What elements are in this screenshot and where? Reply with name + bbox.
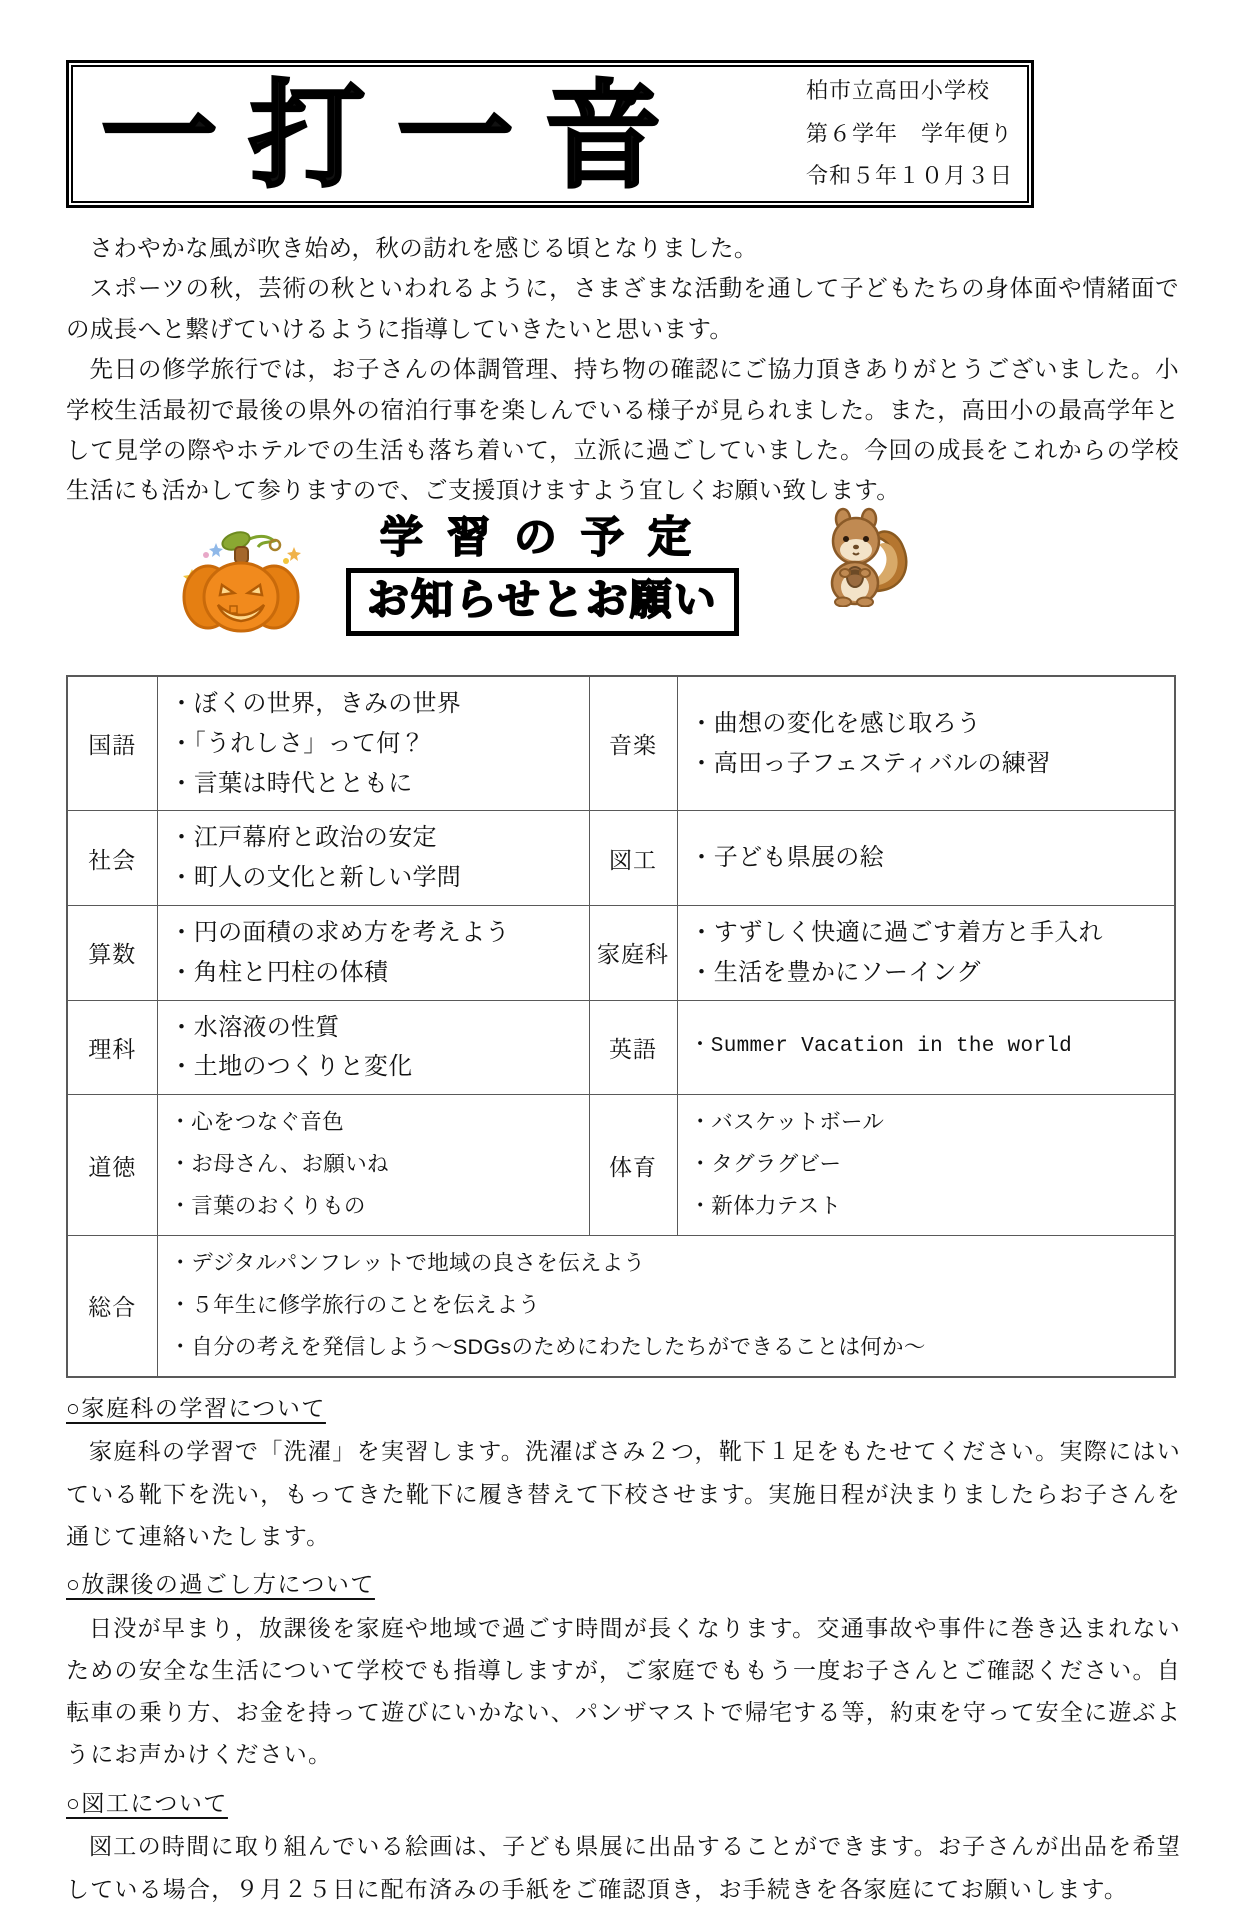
items-cell (677, 1000, 1175, 1095)
section-body: 日没が早まり，放課後を家庭や地域で過ごす時間が長くなります。交通事故や事件に巻き込まれないための安全な生活について学校でも指導しますが，ご家庭でももう一度お子さんとご確認ください。自転車の乗り方、お金を持って遊びにいかない、パンザマストで帰宅する等，約束を守って安全に遊ぶようにお声かけください。 (66, 1615, 1181, 1768)
schedule-item: ・５年生に修学旅行のことを伝えよう (169, 1292, 541, 1317)
schedule-item: ・ぼくの世界，きみの世界 (169, 689, 462, 717)
header-info (806, 70, 1013, 199)
schedule-item: ・心をつなぐ音色 (169, 1110, 344, 1135)
section-body: 図工の時間に取り組んでいる絵画は、子ども県展に出品することができます。お子さんが出品を希望している場合，９月２５日に配布済みの手紙をご確認頂き，お手続きを各家庭にてお願いします。 (66, 1834, 1181, 1902)
newsletter-header-inner (71, 65, 1029, 203)
items-cell (157, 1236, 1175, 1377)
items-cell (157, 1095, 589, 1236)
pumpkin-illustration (178, 527, 304, 638)
section-hokago (66, 1564, 1181, 1777)
section-heading: ○放課後の過ごし方について (66, 1572, 375, 1598)
items-cell (157, 905, 589, 1000)
subject-cell: 総合 (67, 1236, 157, 1377)
section-heading: ○図工について (66, 1790, 228, 1816)
schedule-table (66, 675, 1176, 1378)
items-cell (157, 811, 589, 906)
grade-line: 第６学年 学年便り (805, 120, 1013, 146)
items-cell (157, 1000, 589, 1095)
schedule-item: ・円の面積の求め方を考えよう (169, 918, 510, 946)
items-cell (677, 811, 1175, 906)
table-row-rika-eigo (67, 1000, 1175, 1095)
table-row-sansu-kateika (67, 905, 1175, 1000)
schedule-item: ・町人の文化と新しい学問 (169, 864, 462, 892)
table-row-shakai-zuko (67, 811, 1175, 906)
schedule-item: ・水溶液の性質 (169, 1013, 340, 1041)
schedule-item: ・自分の考えを発信しよう～SDGsのためにわたしたちができることは何か～ (169, 1334, 926, 1359)
items-cell (677, 1095, 1175, 1236)
items-cell (157, 676, 589, 811)
schedule-item: ・お母さん、お願いね (169, 1152, 389, 1177)
schedule-item: ・子ども県展の絵 (689, 844, 884, 872)
subject-cell: 英語 (589, 1000, 677, 1095)
schedule-item: ・角柱と円柱の体積 (169, 958, 389, 986)
newsletter-title: 一打一音 (101, 71, 693, 201)
table-row-dotoku-taiiku (67, 1095, 1175, 1236)
table-row-kokugo-ongaku (67, 676, 1175, 811)
issue-date: 令和５年１０月３日 (805, 163, 1013, 189)
section-kateika (66, 1388, 1181, 1558)
schedule-headings (346, 515, 739, 636)
schedule-heading: 学習の予定 (379, 513, 715, 562)
table-row-sogo (67, 1236, 1175, 1377)
squirrel-with-acorn-icon (817, 503, 913, 607)
subject-cell: 道徳 (67, 1095, 157, 1236)
schedule-item: ・バスケットボール (689, 1110, 885, 1135)
schedule-item: ・Summer Vacation in the world (689, 1035, 1073, 1059)
schedule-item: ・江戸幕府と政治の安定 (169, 824, 437, 852)
subject-cell: 家庭科 (589, 905, 677, 1000)
halloween-pumpkin-icon (178, 527, 304, 633)
schedule-item: ・高田っ子フェスティバルの練習 (689, 749, 1051, 777)
subject-cell: 理科 (67, 1000, 157, 1095)
schedule-item: ・土地のつくりと変化 (169, 1053, 413, 1081)
subject-cell: 図工 (589, 811, 677, 906)
schedule-item: ・新体力テスト (689, 1194, 842, 1219)
subject-cell: 音楽 (589, 676, 677, 811)
schedule-item: ・デジタルパンフレットで地域の良さを伝えよう (169, 1251, 646, 1276)
notice-sections (66, 1388, 1181, 1911)
intro-paragraph-1: さわやかな風が吹き始め，秋の訪れを感じる頃となりました。 (89, 235, 758, 261)
subject-cell: 社会 (67, 811, 157, 906)
section-zuko (66, 1783, 1181, 1911)
intro-text (66, 228, 1179, 511)
notice-title-box: お知らせとお願い (346, 568, 739, 636)
schedule-item: ・生活を豊かにソーイング (689, 958, 981, 986)
schedule-item: ・曲想の変化を感じ取ろう (689, 709, 982, 737)
items-cell (677, 905, 1175, 1000)
schedule-item: ・言葉のおくりもの (169, 1194, 366, 1219)
schedule-item: ・タグラグビー (689, 1152, 842, 1177)
section-body: 家庭科の学習で「洗濯」を実習します。洗濯ばさみ２つ，靴下１足をもたせてください。実際にはいている靴下を洗い，もってきた靴下に履き替えて下校させます。実施日程が決まりましたらお子さんを通じて連絡いたします。 (66, 1439, 1181, 1549)
squirrel-illustration (817, 503, 913, 612)
schedule-item: ・言葉は時代とともに (169, 769, 413, 797)
subject-cell: 体育 (589, 1095, 677, 1236)
school-name: 柏市立高田小学校 (805, 77, 990, 103)
intro-paragraph-3: 先日の修学旅行では，お子さんの体調管理、持ち物の確認にご協力頂きありがとうございました。小学校生活最初で最後の県外の宿泊行事を楽しんでいる様子が見られました。また，高田小の最高学年として見学の際やホテルでの生活も落ち着いて，立派に過ごしていました。今回の成長をこれからの学校生活にも活かして参りますので、ご支援頂けますよう宜しくお願い致します。 (66, 356, 1179, 504)
subject-cell: 国語 (67, 676, 157, 811)
section-heading: ○家庭科の学習について (66, 1395, 326, 1421)
schedule-item: ・すずしく快適に過ごす着方と手入れ (689, 918, 1103, 946)
schedule-item: ・「うれしさ」って何？ (169, 729, 425, 757)
intro-paragraph-2: スポーツの秋，芸術の秋といわれるように，さまざまな活動を通して子どもたちの身体面や情緒面での成長へと繋げていけるように指導していきたいと思います。 (66, 275, 1179, 342)
items-cell (677, 676, 1175, 811)
newsletter-header (66, 60, 1034, 208)
headings-row (66, 515, 1177, 657)
subject-cell: 算数 (67, 905, 157, 1000)
